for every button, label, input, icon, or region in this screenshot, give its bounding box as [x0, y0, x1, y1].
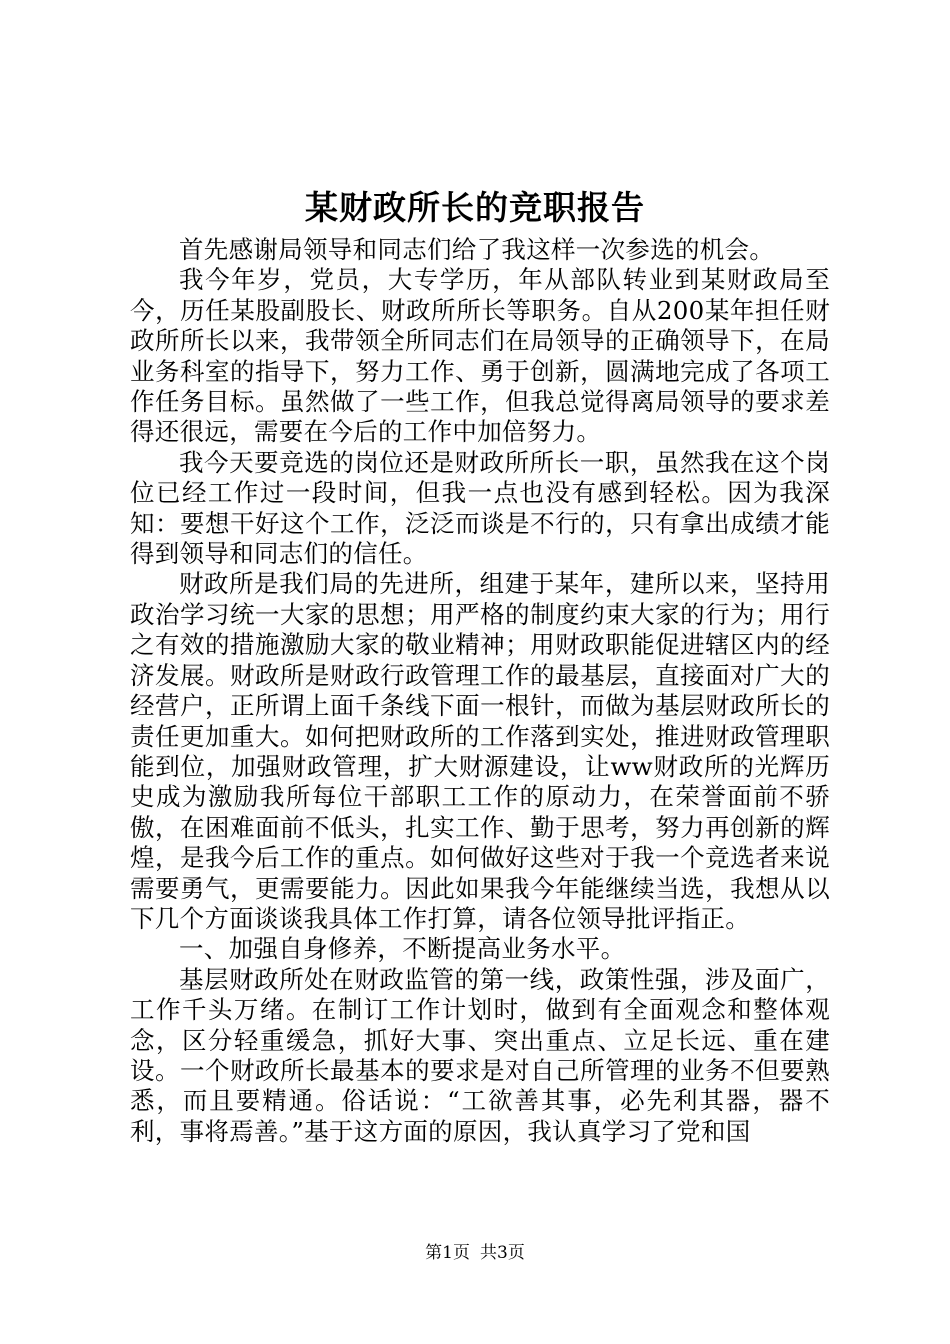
document-title: 某财政所长的竞职报告	[305, 188, 645, 227]
paragraph: 我今天要竞选的岗位还是财政所所长一职，虽然我在这个岗位已经工作过一段时间，但我一点也没有感到轻松。因为我深知：要想干好这个工作，泛泛而谈是不行的，只有拿出成绩才能得到领导和同志们的信任。	[130, 447, 830, 569]
page-total: 共3页	[480, 1243, 525, 1263]
page-footer	[0, 1242, 950, 1264]
page-number: 第1页	[425, 1243, 470, 1263]
document-body	[130, 235, 830, 1147]
paragraph: 基层财政所处在财政监管的第一线，政策性强，涉及面广，工作千头万绪。在制订工作计划时，做到有全面观念和整体观念，区分轻重缓急，抓好大事、突出重点、立足长远、重在建设。一个财政所长最基本的要求是对自己所管理的业务不但要熟悉，而且要精通。俗话说：“工欲善其事，必先利其器，器不利，事将焉善。”基于这方面的原因，我认真学习了党和国	[130, 964, 830, 1146]
paragraph: 财政所是我们局的先进所，组建于某年，建所以来，坚持用政治学习统一大家的思想；用严格的制度约束大家的行为；用行之有效的措施激励大家的敬业精神；用财政职能促进辖区内的经济发展。财政所是财政行政管理工作的最基层，直接面对广大的经营户，正所谓上面千条线下面一根针，而做为基层财政所长的责任更加重大。如何把财政所的工作落到实处，推进财政管理职能到位，加强财政管理，扩大财源建设，让ww财政所的光辉历史成为激励我所每位干部职工工作的原动力，在荣誉面前不骄傲，在困难面前不低头，扎实工作、勤于思考，努力再创新的辉煌，是我今后工作的重点。如何做好这些对于我一个竞选者来说需要勇气，更需要能力。因此如果我今年能继续当选，我想从以下几个方面谈谈我具体工作打算，请各位领导批评指正。	[130, 569, 830, 933]
paragraph: 首先感谢局领导和同志们给了我这样一次参选的机会。	[179, 235, 775, 264]
paragraph: 我今年岁，党员，大专学历，年从部队转业到某财政局至今，历任某股副股长、财政所所长等职务。自从200某年担任财政所所长以来，我带领全所同志们在局领导的正确领导下，在局业务科室的指导下，努力工作、勇于创新，圆满地完成了各项工作任务目标。虽然做了一些工作，但我总觉得离局领导的要求差得还很远，需要在今后的工作中加倍努力。	[130, 265, 830, 447]
section-heading: 一、加强自身修养，不断提高业务水平。	[179, 934, 626, 964]
